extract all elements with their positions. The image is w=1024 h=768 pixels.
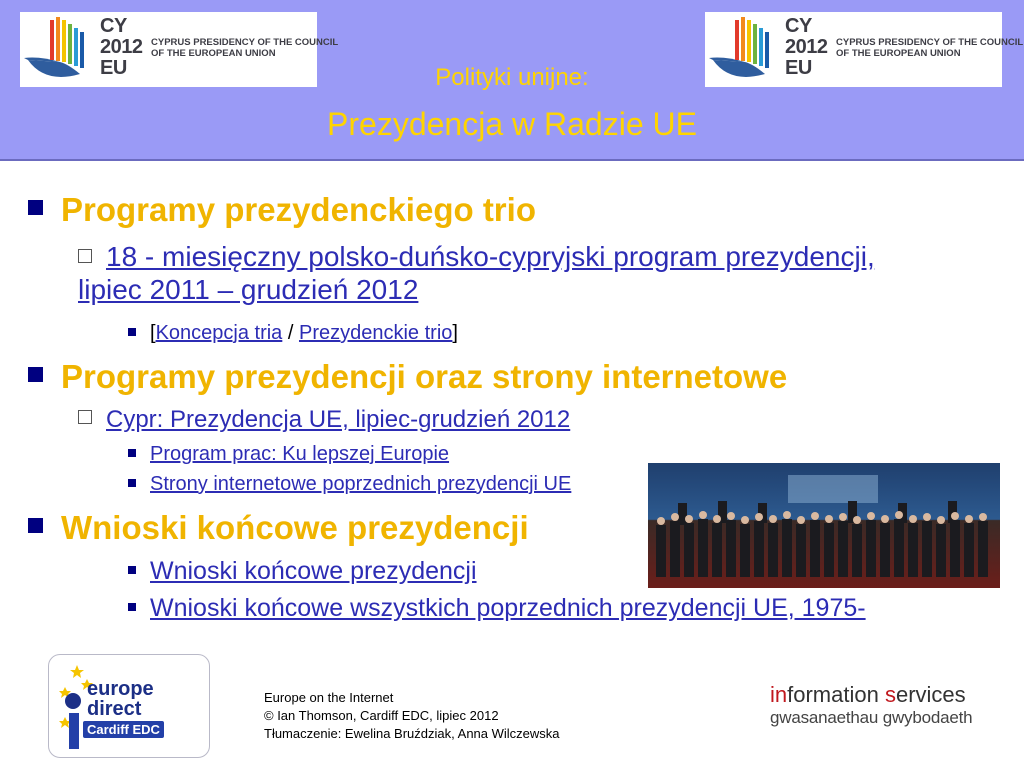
- slide-header: [0, 0, 1024, 161]
- square-bullet-icon: [28, 367, 43, 382]
- section-heading-text: Programy prezydencji oraz strony internetowe: [61, 358, 788, 395]
- information-services-welsh: gwasanaethau gwybodaeth: [770, 708, 973, 727]
- slide-title-line1: Polityki unijne:: [435, 64, 589, 91]
- square-bullet-icon: [28, 200, 43, 215]
- europe-direct-word1: europe: [87, 678, 154, 700]
- link-separator: /: [282, 322, 299, 344]
- list-item-cyprus-presidency: [78, 406, 570, 434]
- europe-direct-cardiff: Cardiff EDC: [83, 721, 164, 738]
- conclusions-link[interactable]: Wnioski końcowe prezydencji: [150, 557, 477, 585]
- bracket-close: ]: [452, 322, 458, 344]
- list-item-all-conclusions: [128, 593, 866, 623]
- small-square-bullet-icon: [128, 328, 136, 336]
- credits-line1: Europe on the Internet: [264, 690, 394, 705]
- hollow-square-bullet-icon: [78, 410, 92, 424]
- information-services-wordmark: [770, 683, 1010, 707]
- square-bullet-icon: [28, 518, 43, 533]
- small-square-bullet-icon: [128, 603, 136, 611]
- slide-credits: [264, 689, 560, 743]
- logo-caption: [151, 37, 338, 59]
- small-square-bullet-icon: [128, 566, 136, 574]
- trio-concept-link[interactable]: Koncepcja tria: [155, 322, 283, 344]
- logo-mark-year: 2012: [100, 36, 143, 58]
- credits-line2: © Ian Thomson, Cardiff EDC, lipiec 2012: [264, 708, 499, 723]
- wordmark-formation: formation: [787, 682, 885, 707]
- logo-mark-eu: EU: [785, 57, 812, 79]
- list-item-conclusions: [128, 556, 477, 586]
- list-item-trio-links: [128, 321, 458, 345]
- previous-websites-link[interactable]: Strony internetowe poprzednich prezydencji UE: [150, 473, 572, 495]
- list-item-work-programme: [128, 442, 449, 466]
- list-item-previous-websites: [128, 472, 571, 496]
- section-heading-text: Wnioski końcowe prezydencji: [61, 509, 529, 546]
- information-services-logo: [770, 683, 1010, 729]
- wordmark-s: s: [884, 682, 896, 707]
- work-programme-link[interactable]: Program prac: Ku lepszej Europie: [150, 443, 450, 465]
- small-square-bullet-icon: [128, 479, 136, 487]
- logo-caption-line2: OF THE EUROPEAN UNION: [836, 48, 961, 59]
- group-photo-image: [648, 463, 1000, 588]
- section-heading-programs: [28, 357, 787, 397]
- logo-mark-eu: EU: [100, 57, 127, 79]
- list-item-trio-program: [78, 240, 898, 306]
- section-heading-text: Programy prezydenckiego trio: [61, 191, 536, 228]
- europe-direct-word2: direct: [87, 698, 142, 720]
- cyprus-presidency-link[interactable]: Cypr: Prezydencja UE, lipiec-grudzień 2012: [106, 406, 571, 433]
- logo-caption-line1: CYPRUS PRESIDENCY OF THE COUNCIL: [151, 37, 339, 48]
- all-conclusions-link[interactable]: Wnioski końcowe wszystkich poprzednich prezydencji UE, 1975-: [150, 594, 866, 622]
- section-heading-trio: [28, 190, 536, 230]
- section-heading-conclusions: [28, 508, 529, 548]
- small-square-bullet-icon: [128, 449, 136, 457]
- presidency-trio-link[interactable]: Prezydenckie trio: [298, 322, 453, 344]
- logo-mark-cy: CY: [785, 15, 812, 37]
- logo-caption-line2: OF THE EUROPEAN UNION: [151, 48, 276, 59]
- logo-mark-cy: CY: [100, 15, 127, 37]
- summit-group-photo: [648, 463, 1000, 588]
- wordmark-in: in: [770, 682, 788, 707]
- wordmark-ervices: ervices: [895, 682, 966, 707]
- logo-caption-line1: CYPRUS PRESIDENCY OF THE COUNCIL: [836, 37, 1024, 48]
- slide-title-line2: Prezydencja w Radzie UE: [327, 106, 697, 142]
- credits-line3: Tłumaczenie: Ewelina Bruździak, Anna Wilczewska: [264, 726, 560, 741]
- hollow-square-bullet-icon: [78, 249, 92, 263]
- bracket-open: [: [150, 322, 156, 344]
- logo-mark-year: 2012: [785, 36, 828, 58]
- trio-program-link[interactable]: 18 - miesięczny polsko-duńsko-cypryjski program prezydencji, lipiec 2011 – grudzień 2012: [78, 241, 875, 305]
- europe-direct-logo: [48, 654, 210, 758]
- logo-caption: [836, 37, 1023, 59]
